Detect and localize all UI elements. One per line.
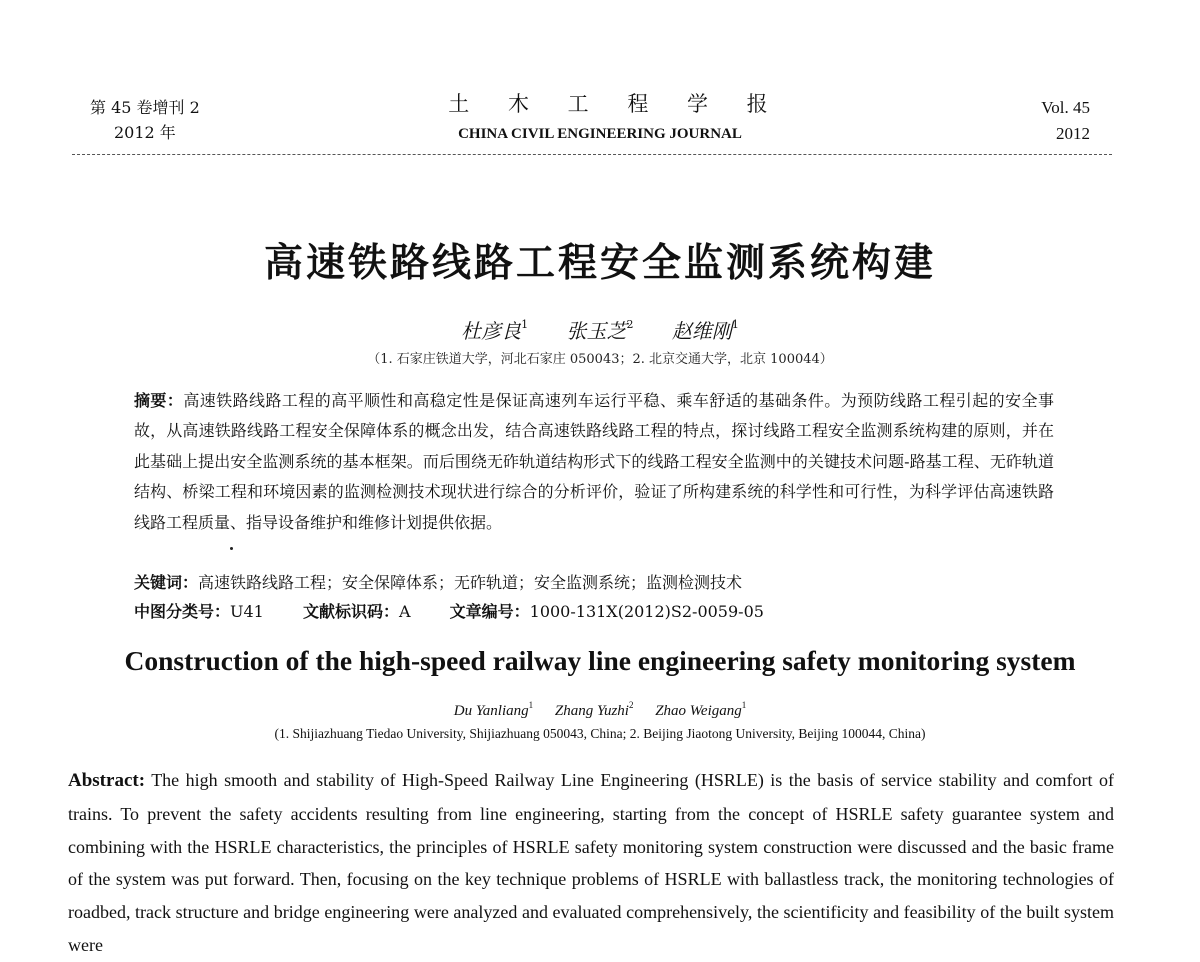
keywords-cn bbox=[134, 569, 742, 597]
year-cn: 2012 年 bbox=[114, 123, 176, 142]
stray-dot bbox=[230, 547, 233, 550]
abstract-en-label: Abstract: bbox=[68, 770, 146, 791]
author-en: Du Yanliang$^1$ bbox=[453, 700, 534, 719]
clc-value: U41 bbox=[230, 602, 264, 621]
abstract-cn-text: 高速铁路线路工程的高平顺性和高稳定性是保证高速列车运行平稳、乘车舒适的基础条件。为预防线路工程引起的安全事故，从高速铁路线路工程安全保障体系的概念出发，结合高速铁路线路工程的特点，探讨线路工程安全监测系统构建的原则，并在此基础上提出安全监测系统的基本框架。而后围绕无砟轨道结构形式下的线路工程安全监测中的关键技术问题-路基工程、无砟轨道结构、桥梁工程和环境因素的监测检测技术现状进行综合的分析评价，验证了所构建系统的科学性和可行性，为科学评估高速铁路线路工程质量、指导设备维护和维修计划提供依据。 bbox=[134, 391, 1054, 532]
author-en: Zhao Weigang$^1$ bbox=[655, 700, 747, 719]
keywords-text: 高速铁路线路工程；安全保障体系；无砟轨道；安全监测系统；监测检测技术 bbox=[198, 573, 743, 592]
clc-label: 中图分类号： bbox=[134, 602, 231, 621]
doc-code-value: A bbox=[398, 602, 411, 621]
abstract-cn bbox=[134, 386, 1054, 538]
author-cn: 张玉芝$^2$ bbox=[566, 318, 634, 343]
article-title-en: Construction of the high-speed railway line engineering safety monitoring system bbox=[124, 645, 1076, 676]
author-en: Zhang Yuzhi$^2$ bbox=[554, 700, 634, 719]
article-title-cn: 高速铁路线路工程安全监测系统构建 bbox=[263, 241, 936, 286]
journal-title-cn: 土 木 工 程 学 报 bbox=[448, 92, 784, 116]
volume-issue-cn: 第 45 卷增刊 2 bbox=[90, 98, 200, 117]
volume-en: Vol. 45 bbox=[1041, 98, 1090, 117]
authors-en bbox=[0, 700, 1200, 720]
abstract-cn-label: 摘要： bbox=[134, 391, 184, 410]
abstract-en-text: The high smooth and stability of High-Speed Railway Line Engineering (HSRLE) is the basis of service stability and comfort of trains. To prevent the safety accidents resulting from line engineering, starting from the concept of HSRLE safety guarantee system and combining with the HSRLE characteristics, the principles of HSRLE safety monitoring system construction were discussed and the basic frame of the system was put forward. Then, focusing on the key technique problems of HSRLE with ballastless track, the monitoring technologies of roadbed, track structure and bridge engineering were analyzed and evaluated comprehensively, the scientificity and feasibility of the built system were bbox=[68, 770, 1114, 955]
header-divider bbox=[72, 154, 1112, 155]
author-cn: 杜彦良$^1$ bbox=[461, 318, 529, 343]
article-no-value: 1000-131X(2012)S2-0059-05 bbox=[529, 602, 764, 621]
affiliations-cn: （1. 石家庄铁道大学，河北石家庄 050043；2. 北京交通大学，北京 100044） bbox=[367, 352, 833, 367]
classification-line bbox=[134, 598, 798, 626]
keywords-label: 关键词： bbox=[134, 573, 199, 592]
abstract-en bbox=[68, 764, 1114, 962]
affiliations-en: (1. Shijiazhuang Tiedao University, Shijiazhuang 050043, China; 2. Beijing Jiaotong University, Beijing 100044, China) bbox=[274, 726, 926, 741]
journal-title-en: CHINA CIVIL ENGINEERING JOURNAL bbox=[458, 126, 742, 142]
doc-code-label: 文献标识码： bbox=[302, 602, 399, 621]
author-cn: 赵维刚$^1$ bbox=[671, 318, 739, 343]
year-en: 2012 bbox=[1056, 124, 1090, 143]
authors-cn bbox=[0, 315, 1200, 344]
article-no-label: 文章编号： bbox=[449, 602, 530, 621]
